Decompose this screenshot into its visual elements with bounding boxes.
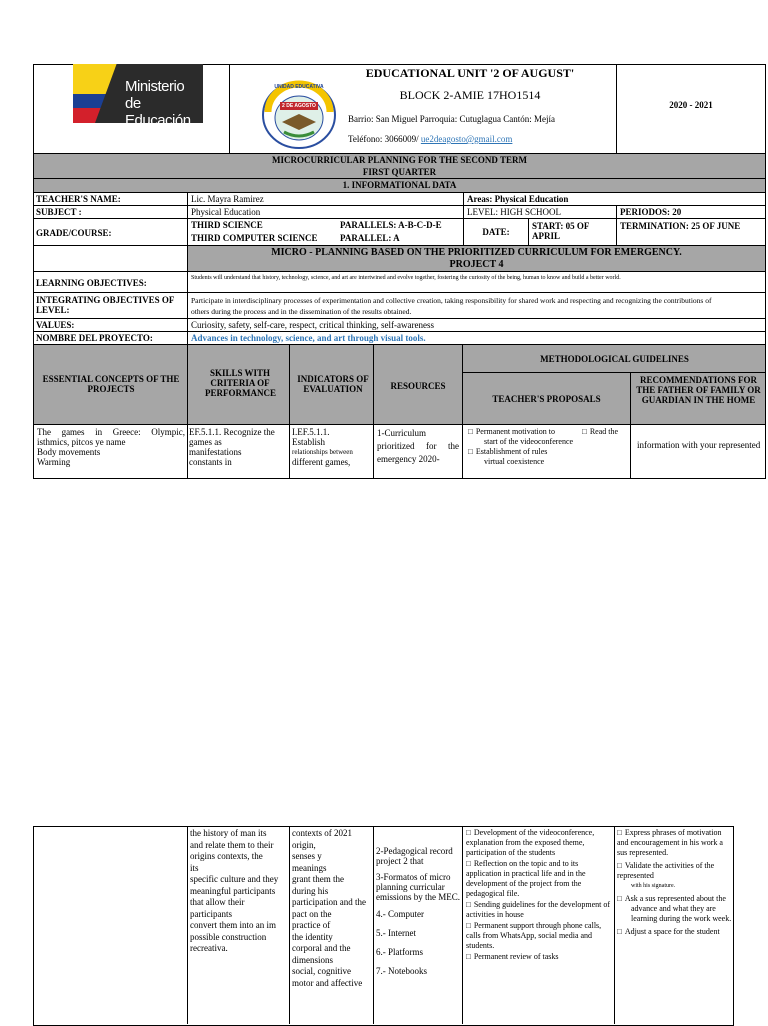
- hline: [463, 372, 766, 373]
- grade-line2b: PARALLEL: A: [340, 233, 400, 243]
- row2-indicators-line: the identity: [292, 931, 333, 942]
- project-number: PROJECT 4: [449, 259, 504, 270]
- informational-title: 1. INFORMATIONAL DATA: [342, 180, 457, 190]
- row2-skills-line: and relate them to their: [190, 839, 274, 850]
- row2-recommend-item: □ Adjust a space for the student: [617, 927, 732, 937]
- school-contact: [348, 134, 613, 144]
- vline: [614, 826, 615, 1024]
- row1-indicators-line: Establish: [292, 437, 325, 447]
- row1-teacher-item: start of the videoconference: [484, 437, 574, 446]
- integrating-value: Participate in interdisciplinary processes of experimentation and collective creation, taking responsibility for shared work and respecting and recognizing the contributions of others during the process and in the dissemination of the results obtained.: [191, 296, 712, 316]
- vline: [187, 826, 188, 1024]
- row1-resources: 1-Curriculum prioritized for the emergency 2020-: [377, 428, 459, 464]
- ministry-logo: [73, 64, 203, 129]
- unit-name: EDUCATIONAL UNIT '2 OF AUGUST': [365, 66, 575, 80]
- row2-recommend-item: advance and what they are learning during the work week.: [631, 904, 732, 923]
- row1-teacher-item: □ Establishment of rules: [468, 447, 628, 457]
- col-teacher: TEACHER'S PROPOSALS: [492, 394, 601, 404]
- row1-indicators-line: I.EF.5.1.1.: [292, 427, 330, 437]
- quarter-title: FIRST QUARTER: [362, 167, 437, 177]
- school-address: Barrio: San Miguel Parroquia: Cutuglagua Cantón: Mejía: [348, 114, 555, 124]
- row1-indicators: [292, 427, 372, 467]
- row1-teacher-read: □ Read the: [582, 427, 642, 437]
- header-divider-1: [229, 64, 230, 154]
- periods-value: PERIODOS: 20: [620, 207, 682, 217]
- row2-indicators-line: dimensions: [292, 954, 334, 965]
- grade-line1b: PARALLELS: A-B-C-D-E: [340, 220, 442, 230]
- start-date: START: 05 OF APRIL: [532, 221, 590, 241]
- row2-indicators-line: motor and affective: [292, 977, 363, 988]
- row1-skills-line: manifestations: [189, 447, 242, 457]
- row2-skills-line: participants: [190, 908, 232, 919]
- row2-indicators-line: participation and the: [292, 897, 366, 907]
- project-value: Advances in technology, science, and art through visual tools.: [191, 333, 426, 343]
- row2-skills-line: the history of man its: [190, 828, 267, 838]
- row1-indicators-line: relationships between: [292, 448, 353, 456]
- row2-resources-item: 4.- Computer: [376, 909, 424, 919]
- col-essential: ESSENTIAL CONCEPTS OF THE PROJECTS: [42, 374, 180, 394]
- row2-resources-item: 6.- Platforms: [376, 947, 423, 957]
- row2-indicators: [292, 828, 372, 989]
- col-resources: RESOURCES: [390, 381, 446, 391]
- email-link[interactable]: ue2deagosto@gmail.com: [420, 134, 513, 144]
- row2-indicators-line: meanings: [292, 862, 327, 873]
- row2-recommend-item: □ Express phrases of motivation and encouragement in his work a sus represented.: [617, 828, 732, 858]
- school-year: 2020 - 2021: [669, 100, 713, 110]
- row2-skills-line: origins contexts, the: [190, 851, 263, 861]
- planning-title: MICROCURRICULAR PLANNING FOR THE SECOND TERM: [272, 155, 527, 165]
- row2-recommend-item: □ Validate the activities of the represented: [617, 861, 732, 881]
- col-skills: SKILLS WITH CRITERIA OF PERFORMANCE: [205, 368, 276, 398]
- row2-indicators-line: pact on the: [292, 908, 332, 919]
- subject-label: SUBJECT :: [36, 207, 82, 217]
- row2-skills-line: specific culture and they: [190, 874, 279, 884]
- areas-value: Areas: Physical Education: [467, 194, 569, 204]
- row2-skills: [190, 828, 288, 955]
- col-indicators: INDICATORS OF EVALUATION: [297, 374, 369, 394]
- row2-teacher-item: □ Permanent support through phone calls, calls from WhatsApp, social media and students.: [466, 921, 612, 951]
- row2-recommend: [617, 828, 732, 937]
- row2-indicators-line: corporal and the: [292, 943, 351, 953]
- row2-teacher-item: □ Development of the videoconference, explanation from the exposed theme, participation of the students: [466, 828, 612, 858]
- row2-teacher-item: □ Permanent review of tasks: [466, 952, 612, 962]
- row2-recommend-item: with his signature.: [631, 883, 676, 889]
- logo-text: Ministerio de Educación: [125, 78, 191, 129]
- termination-date: TERMINATION: 25 OF JUNE: [620, 221, 741, 231]
- col-recommendations: RECOMMENDATIONS FOR THE FATHER OF FAMILY OR GUARDIAN IN THE HOME: [636, 375, 761, 405]
- row2-teacher-item: □ Reflection on the topic and to its application in practical life and in the development of the project from the pedagogical file.: [466, 859, 612, 899]
- grade-line1: THIRD SCIENCE: [191, 220, 263, 230]
- row1-teacher-item: virtual coexistence: [484, 457, 545, 466]
- values-value: Curiosity, safety, self-care, respect, critical thinking, self-awareness: [191, 320, 434, 330]
- school-seal: [260, 78, 338, 150]
- row2-skills-line: convert them into an im: [190, 920, 276, 930]
- learning-label: LEARNING OBJECTIVES:: [36, 278, 147, 288]
- row1-recommend: information with your represented: [637, 440, 761, 450]
- subject-value: Physical Education: [191, 207, 261, 217]
- date-label: DATE:: [482, 227, 510, 237]
- row2-recommend-item: □ Ask a sus represented about the: [617, 894, 732, 904]
- row2-skills-line: that allow their: [190, 897, 245, 907]
- row1-skills-line: EF.5.1.1. Recognize the games as: [189, 427, 275, 447]
- row2-indicators-line: during his: [292, 885, 329, 896]
- row2-teacher: [466, 828, 612, 962]
- row1-indicators-line: different games,: [292, 457, 351, 467]
- row1-essential: [37, 427, 185, 467]
- micro-title: MICRO - PLANNING BASED ON THE PRIORITIZED CURRICULUM FOR EMERGENCY.: [271, 247, 682, 258]
- vline: [289, 826, 290, 1024]
- row2-resources-item: 2-Pedagogical record project 2 that: [376, 846, 453, 866]
- row2-indicators-line: senses y: [292, 851, 322, 861]
- row2-teacher-item: □ Sending guidelines for the development of activities in house: [466, 900, 612, 920]
- row2-skills-line: its: [190, 862, 199, 873]
- row2-resources-item: 5.- Internet: [376, 928, 416, 938]
- col-methodological: METHODOLOGICAL GUIDELINES: [540, 354, 689, 364]
- row1-essential-line: Warming: [37, 457, 71, 467]
- row1-teacher-item: □ Permanent motivation to: [468, 427, 628, 437]
- seal-text-mid: 2 DE AGOSTO: [282, 103, 316, 109]
- row2-indicators-line: origin,: [292, 839, 316, 850]
- row2-indicators-line: social, cognitive: [292, 966, 351, 976]
- row2-resources: [376, 846, 460, 976]
- teacher-label: TEACHER'S NAME:: [36, 194, 121, 204]
- row2-skills-line: meaningful participants: [190, 885, 276, 896]
- phone-text: Teléfono: 3066009/: [348, 134, 421, 144]
- level-value: LEVEL: HIGH SCHOOL: [467, 207, 561, 217]
- values-label: VALUES:: [36, 320, 75, 330]
- vline: [187, 218, 188, 246]
- vline: [373, 826, 374, 1024]
- row2-skills-line: recreativa.: [190, 943, 228, 953]
- seal-text-top: UNIDAD EDUCATIVA: [274, 84, 324, 90]
- row2-indicators-line: contexts of 2021: [292, 828, 352, 838]
- row2-indicators-line: grant them the: [292, 874, 344, 884]
- integrating-label: INTEGRATING OBJECTIVES OF LEVEL:: [36, 295, 175, 315]
- row2-indicators-line: practice of: [292, 920, 331, 930]
- row1-skills-line: constants in: [189, 457, 232, 467]
- row2-resources-item: 3-Formatos of micro planning curricular emissions by the MEC.: [376, 872, 461, 902]
- row2-skills-line: possible construction: [190, 931, 267, 942]
- project-label: NOMBRE DEL PROYECTO:: [36, 333, 153, 343]
- grade-line2: THIRD COMPUTER SCIENCE: [191, 233, 318, 243]
- row2-resources-item: 7.- Notebooks: [376, 966, 427, 976]
- row1-skills: [189, 427, 287, 467]
- learning-value: Students will understand that history, technology, science, and art are intertwined and evolve together, fostering the curiosity of the being, human to know and build a better world.: [191, 275, 621, 281]
- teacher-value: Lic. Mayra Ramirez: [191, 194, 264, 204]
- title-rule: [33, 178, 766, 179]
- row1-essential-line: The games in Greece: Olympic, isthmics, pitcos ye name: [37, 427, 185, 447]
- grade-label: GRADE/COURSE:: [36, 228, 112, 238]
- row1-essential-line: Body movements: [37, 447, 101, 457]
- vline: [462, 826, 463, 1024]
- block-code: BLOCK 2-AMIE 17HO1514: [399, 88, 541, 102]
